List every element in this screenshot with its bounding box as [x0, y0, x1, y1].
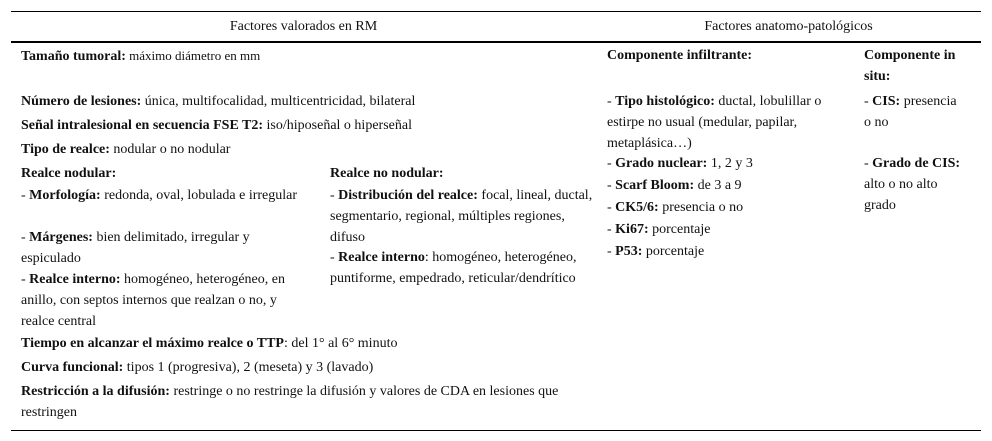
factors-table — [11, 11, 981, 431]
header-rule — [11, 41, 981, 43]
ap-insitu-title: Componente in situ: — [864, 48, 956, 84]
rm-tipo-realce: Tipo de realce: nodular o no nodular — [21, 142, 231, 157]
rm-restriccion: Restricción a la difusión: restringe o no restringe la difusión y valores de CDA en lesiones que restringen — [21, 384, 559, 420]
header-anatomopatologicos: Factores anatomo-patológicos — [704, 19, 873, 34]
header-rm: Factores valorados en RM — [229, 19, 378, 34]
rm-realce-no-nodular-title: Realce no nodular: — [330, 166, 444, 181]
ap-cis: - CIS: presencia o no — [864, 94, 957, 130]
ap-ck56: - CK5/6: presencia o no — [607, 200, 744, 215]
ap-ki67: - Ki67: porcentaje — [607, 222, 711, 237]
ap-grado-cis: - Grado de CIS: alto o no alto grado — [864, 156, 961, 213]
rm-tamano: Tamaño tumoral: máximo diámetro en mm — [21, 48, 261, 64]
table-bottom-rule — [11, 430, 981, 431]
rm-tiempo: Tiempo en alcanzar el máximo realce o TTP: del 1° al 6° minuto — [21, 336, 398, 351]
rm-numero: Número de lesiones: única, multifocalidad, multicentricidad, bilateral — [21, 94, 416, 109]
rm-realce-nodular-title: Realce nodular: — [21, 166, 117, 181]
ap-infiltrante-title: Componente infiltrante: — [607, 48, 753, 63]
ap-grado-nuclear: - Grado nuclear: 1, 2 y 3 — [607, 156, 753, 171]
rm-curva: Curva funcional: tipos 1 (progresiva), 2 (meseta) y 3 (lavado) — [21, 360, 374, 375]
ap-scarf-bloom: - Scarf Bloom: de 3 a 9 — [607, 178, 742, 193]
rm-realce-interno-nodular: - Realce interno: homogéneo, heterogéneo, en anillo, con septos internos que realzan o no, y realce central — [21, 272, 285, 329]
rm-morfologia: - Morfología: redonda, oval, lobulada e irregular — [21, 188, 298, 203]
rm-realce-interno-no-nodular: - Realce interno: homogéneo, heterogéneo, puntiforme, empedrado, reticular/dendrítico — [330, 250, 577, 286]
rm-margenes: - Márgenes: bien delimitado, irregular y espiculado — [21, 230, 250, 266]
rm-senal: Señal intralesional en secuencia FSE T2: iso/hiposeñal o hiperseñal — [21, 118, 412, 133]
ap-tipo-histologico: - Tipo histológico: ductal, lobulillar o estirpe no usual (medular, papilar, metaplásica…) — [607, 94, 822, 151]
rm-distribucion: - Distribución del realce: focal, lineal, ductal, segmentario, regional, múltiples regiones, difuso — [330, 188, 593, 245]
ap-p53: - P53: porcentaje — [607, 244, 705, 259]
